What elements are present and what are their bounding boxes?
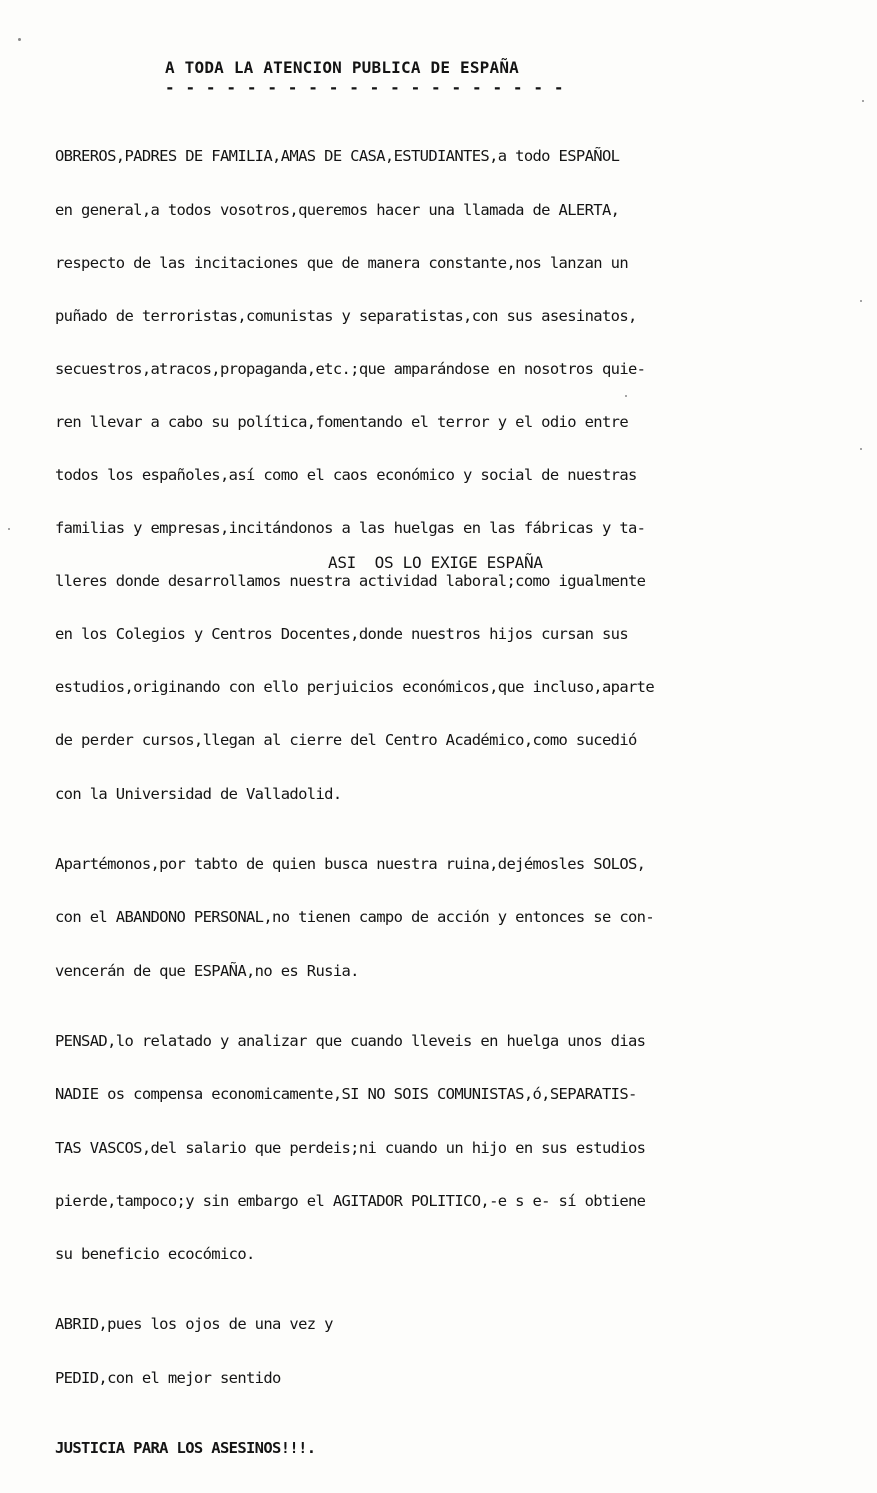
body-line: respecto de las incitaciones que de manera constante,nos lanzan un (55, 253, 628, 272)
scan-speck (625, 395, 627, 397)
body-line: con la Universidad de Valladolid. (55, 784, 342, 803)
body-line: vencerán de que ESPAÑA,no es Rusia. (55, 961, 359, 980)
body-line: lleres donde desarrollamos nuestra actividad laboral;como igualmente (55, 572, 646, 591)
scan-speck (18, 38, 21, 41)
body-line: NADIE os compensa economicamente,SI NO SOIS COMUNISTAS,ó,SEPARATIS- (55, 1085, 637, 1104)
document-body (55, 113, 855, 1493)
scan-speck (860, 448, 862, 450)
body-line: ren llevar a cabo su política,fomentando el terror y el odio entre (55, 412, 628, 431)
body-line: todos los españoles,así como el caos económico y social de nuestras (55, 465, 637, 484)
body-line: de perder cursos,llegan al cierre del Centro Académico,como sucedió (55, 731, 637, 750)
body-line: PENSAD,lo relatado y analizar que cuando lleveis en huelga unos dias (55, 1032, 646, 1051)
title-underline: - - - - - - - - - - - - - - - - - - - - (165, 78, 565, 97)
scan-speck (860, 300, 862, 302)
body-line: pierde,tampoco;y sin embargo el AGITADOR POLITICO,-e s e- sí obtiene (55, 1191, 646, 1210)
body-line: secuestros,atracos,propaganda,etc.;que amparándose en nosotros quie- (55, 359, 646, 378)
body-line: familias y empresas,incitándonos a las huelgas en las fábricas y ta- (55, 519, 646, 538)
body-line: puñado de terroristas,comunistas y separatistas,con sus asesinatos, (55, 306, 637, 325)
signature-line: ASI OS LO EXIGE ESPAÑA (328, 553, 543, 572)
body-line: ABRID,pues los ojos de una vez y (55, 1315, 333, 1334)
scan-speck (862, 100, 864, 102)
closing-line: JUSTICIA PARA LOS ASESINOS!!!. (55, 1439, 316, 1458)
document-title: A TODA LA ATENCION PUBLICA DE ESPAÑA (165, 58, 519, 77)
scan-speck (8, 528, 10, 530)
body-line: estudios,originando con ello perjuicios económicos,que incluso,aparte (55, 678, 655, 697)
body-line: TAS VASCOS,del salario que perdeis;ni cuando un hijo en sus estudios (55, 1138, 646, 1157)
body-line: en los Colegios y Centros Docentes,donde nuestros hijos cursan sus (55, 625, 628, 644)
body-line: en general,a todos vosotros,queremos hacer una llamada de ALERTA, (55, 200, 620, 219)
body-line: OBREROS,PADRES DE FAMILIA,AMAS DE CASA,ESTUDIANTES,a todo ESPAÑOL (55, 147, 620, 166)
body-line: Apartémonos,por tabto de quien busca nuestra ruina,dejémosles SOLOS, (55, 855, 646, 874)
body-line: PEDID,con el mejor sentido (55, 1368, 281, 1387)
body-line: con el ABANDONO PERSONAL,no tienen campo de acción y entonces se con- (55, 908, 655, 927)
body-line: su beneficio ecocómico. (55, 1244, 255, 1263)
